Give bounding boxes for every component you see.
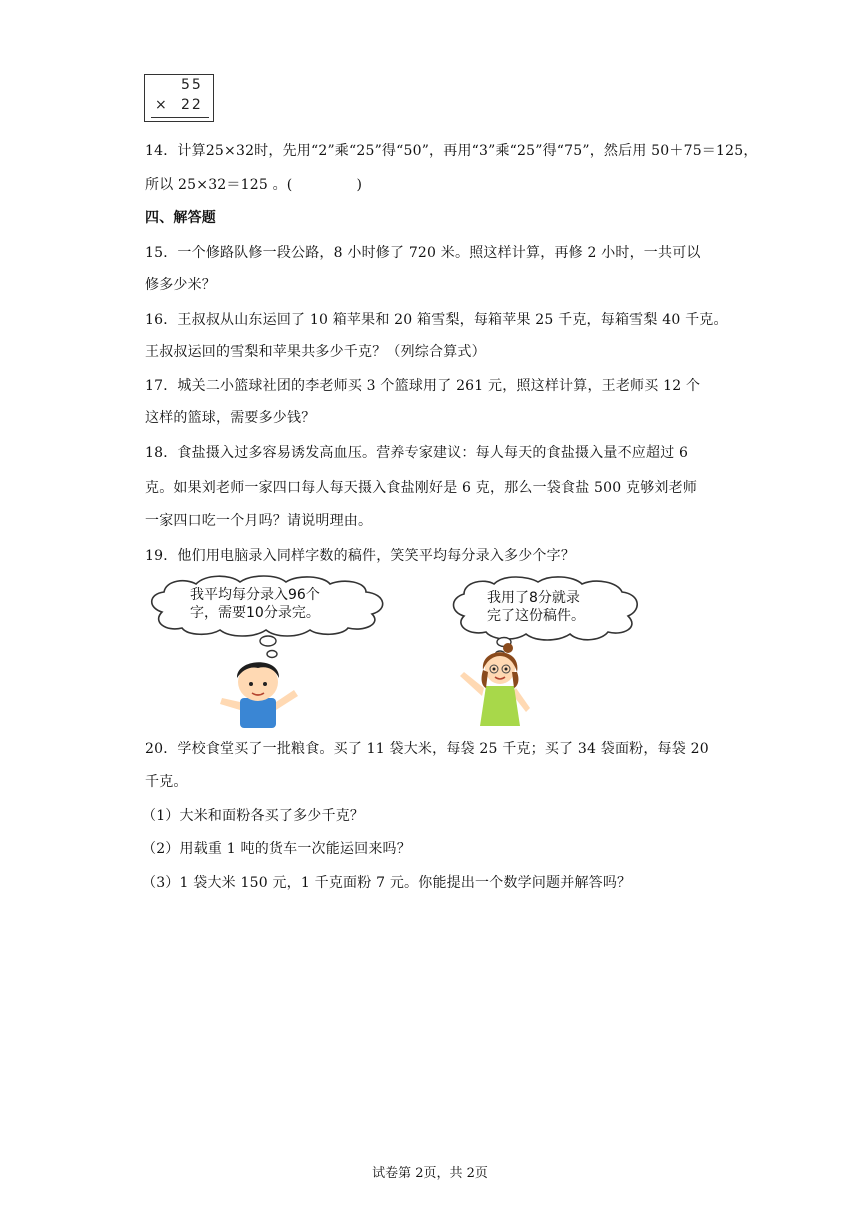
q17-line1: 17．城关二小篮球社团的李老师买 3 个篮球用了 261 元，照这样计算，王老师买 12 个 bbox=[145, 378, 701, 394]
multiplication-rule bbox=[151, 117, 209, 118]
multiplicand: 55 bbox=[181, 77, 203, 93]
section-heading: 四、解答题 bbox=[145, 210, 216, 226]
q14-close-paren: ) bbox=[356, 177, 363, 193]
q20-line2: 千克。 bbox=[145, 774, 188, 790]
q14-line2 bbox=[145, 175, 362, 195]
boy-figure bbox=[220, 662, 298, 728]
page-footer: 试卷第 2页，共 2页 bbox=[372, 1166, 488, 1181]
q15-line2: 修多少米？ bbox=[145, 277, 216, 293]
girl-figure bbox=[460, 643, 530, 726]
q18-line2: 克。如果刘老师一家四口每人每天摄入食盐刚好是 6 克，那么一袋食盐 500 克够刘老师 bbox=[145, 480, 698, 496]
girl-bubble-line2: 完了这份稿件。 bbox=[487, 608, 585, 624]
q15-line1: 15．一个修路队修一段公路，8 小时修了 720 米。照这样计算，再修 2 小时，一共可以 bbox=[145, 245, 701, 261]
q14-line1: 14．计算25×32时，先用“2”乘“25”得“50”，再用“3”乘“25”得“75”，然后用 50＋75＝125， bbox=[145, 143, 758, 159]
q18-line1: 18．食盐摄入过多容易诱发高血压。营养专家建议：每人每天的食盐摄入量不应超过 6 bbox=[145, 445, 689, 461]
vertical-multiplication-box bbox=[144, 74, 214, 122]
q20-sub2: （2）用载重 1 吨的货车一次能运回来吗？ bbox=[142, 841, 411, 857]
q20-sub3: （3）1 袋大米 150 元，1 千克面粉 7 元。你能提出一个数学问题并解答吗？ bbox=[142, 875, 632, 891]
q14-statement: 所以 25×32＝125 。( bbox=[145, 177, 293, 193]
q17-line2: 这样的篮球，需要多少钱？ bbox=[145, 410, 316, 426]
boy-bubble-line1: 我平均每分录入96个 bbox=[190, 587, 320, 603]
boy-bubble-line2: 字，需要10分录完。 bbox=[190, 605, 320, 621]
multiplier: 22 bbox=[181, 97, 203, 113]
q16-line1: 16．王叔叔从山东运回了 10 箱苹果和 20 箱雪梨，每箱苹果 25 千克，每箱雪梨 40 千克。 bbox=[145, 312, 728, 328]
q16-line2: 王叔叔运回的雪梨和苹果共多少千克？（列综合算式） bbox=[145, 344, 486, 360]
q18-line3: 一家四口吃一个月吗？请说明理由。 bbox=[145, 513, 373, 529]
girl-bubble-line1: 我用了8分就录 bbox=[487, 590, 580, 606]
q20-line1: 20．学校食堂买了一批粮食。买了 11 袋大米，每袋 25 千克；买了 34 袋面粉，每袋 20 bbox=[145, 741, 709, 757]
multiply-operator: × bbox=[155, 97, 169, 113]
q20-sub1: （1）大米和面粉各买了多少千克？ bbox=[142, 808, 365, 824]
q19-line1: 19．他们用电脑录入同样字数的稿件，笑笑平均每分录入多少个字？ bbox=[145, 548, 576, 564]
